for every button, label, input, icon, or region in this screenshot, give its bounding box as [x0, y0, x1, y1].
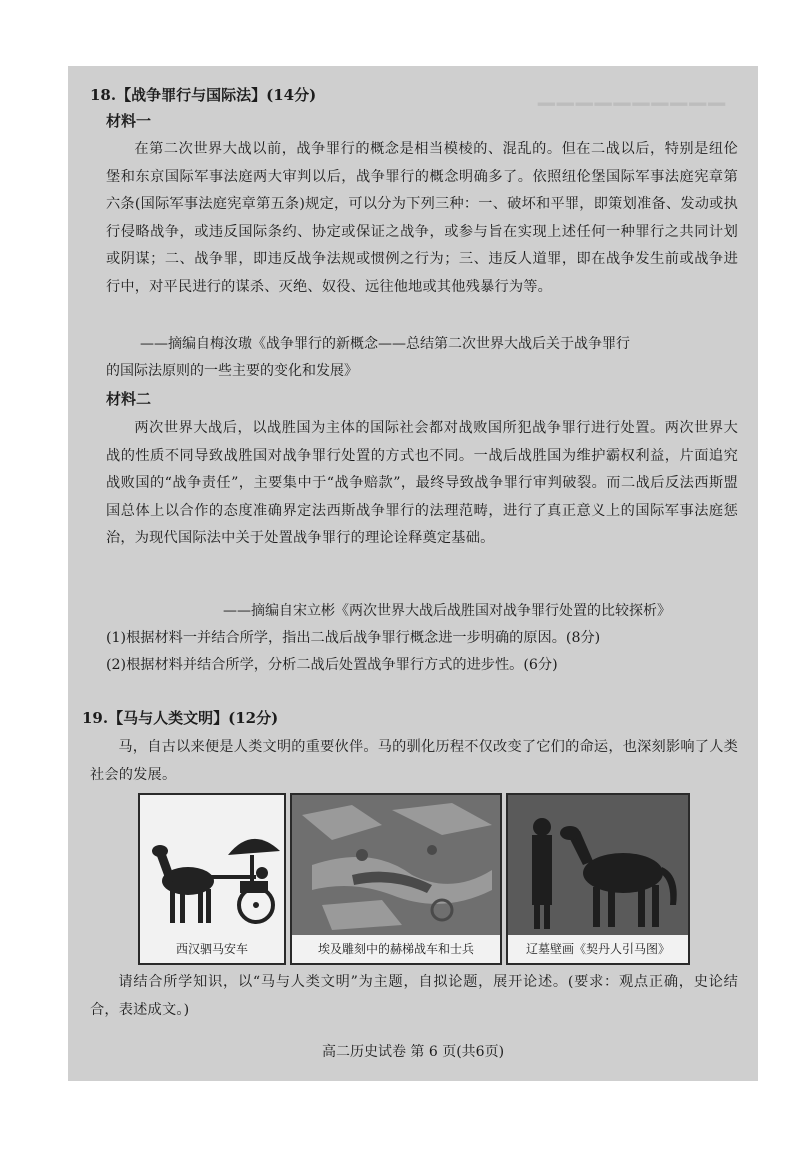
q19-task: 请结合所学知识，以“马与人类文明”为主题，自拟论题，展开论述。(要求：观点正确，史论结合，表述成文。)	[90, 974, 738, 1018]
q19-title	[82, 707, 278, 728]
page-footer: 高二历史试卷 第 6 页(共6页)	[321, 1044, 505, 1060]
q18-number: 18.	[90, 86, 117, 104]
exam-sheet	[68, 66, 758, 1081]
bleed-through-text: ▔▔▔▔▔▔▔▔▔▔	[538, 104, 728, 129]
figure-liao-mural	[506, 793, 690, 965]
q19-intro: 马，自古以来便是人类文明的重要伙伴。马的驯化历程不仅改变了它们的命运，也深刻影响了人类社会的发展。	[90, 739, 738, 783]
q19-tag: 【马与人类文明】	[108, 709, 229, 727]
material2-source: ——摘编自宋立彬《两次世界大战后战胜国对战争罪行处置的比较探析》	[223, 603, 671, 619]
material1-text: 在第二次世界大战以前，战争罪行的概念是相当模棱的、混乱的。但在二战以后，特别是纽伦堡和东京国际军事法庭两大审判以后，战争罪行的概念明确多了。依照纽伦堡国际军事法庭宪章第六条(国际军事法庭宪章第五条)规定，可以分为下列三种：一、破坏和平罪，即策划准备、发动或执行侵略战争，或违反国际条约、协定或保证之战争，或参与旨在实现上述任何一种罪行之共同计划或阴谋；二、战争罪，即违反战争法规或惯例之行为；三、违反人道罪，即在战争发生前或战争进行中，对平民进行的谋杀、灭绝、奴役、远往他地或其他残暴行为等。	[106, 141, 738, 295]
material2-label: 材料二	[106, 390, 152, 408]
caption-egypt-relief: 埃及雕刻中的赫梯战车和士兵	[317, 942, 474, 956]
caption-han-chariot: 西汉驷马安车	[175, 942, 248, 956]
q18-title	[90, 84, 316, 105]
caption-liao-mural: 辽墓壁画《契丹人引马图》	[525, 942, 670, 956]
material1-source-line1: ——摘编自梅汝璈《战争罪行的新概念——总结第二次世界大战后关于战争罪行	[140, 336, 630, 352]
figure-egypt-relief	[290, 793, 502, 965]
q18-question1: (1)根据材料一并结合所学，指出二战后战争罪行概念进一步明确的原因。(8分)	[106, 630, 601, 646]
q19-number: 19.	[82, 709, 109, 727]
material1-source-line2: 的国际法原则的一些主要的变化和发展》	[106, 363, 358, 379]
figure-han-chariot	[138, 793, 286, 965]
q19-score: (12分)	[228, 709, 279, 727]
q18-tag: 【战争罪行与国际法】	[116, 86, 267, 104]
q18-question2: (2)根据材料并结合所学，分析二战后处置战争罪行方式的进步性。(6分)	[106, 657, 558, 673]
q18-score: (14分)	[266, 86, 317, 104]
material1-label: 材料一	[106, 112, 152, 130]
material2-text: 两次世界大战后，以战胜国为主体的国际社会都对战败国所犯战争罪行进行处置。两次世界大战的性质不同导致战胜国对战争罪行处置的方式也不同。一战后战胜国为维护霸权利益，片面追究战败国的“战争责任”，主要集中于“战争赔款”，最终导致战争罪行审判破裂。而二战后反法西斯盟国总体上以合作的态度准确界定法西斯战争罪行的法理范畴，进行了真正意义上的国际军事法庭惩治，为现代国际法中关于处置战争罪行的理论诠释奠定基础。	[106, 420, 738, 546]
